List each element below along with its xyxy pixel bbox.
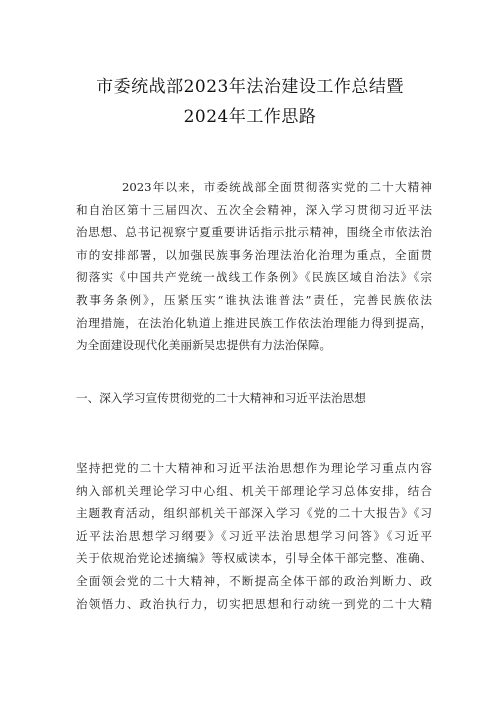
paragraph-line: 治领悟力、政治执行力，切实把思想和行动统一到党的二十大精 bbox=[76, 596, 432, 611]
paragraph-line: 全面领会党的二十大精神，不断提高全体干部的政治判断力、政 bbox=[76, 573, 432, 588]
paragraph-line: 治理措施，在法治化轨道上推进民族工作依法治理能力得到提高， bbox=[76, 315, 432, 330]
paragraph-line: 治思想、总书记视察宁夏重要讲话指示批示精神，围绕全市依法治 bbox=[76, 225, 432, 240]
paragraph-line: 市的安排部署，以加强民族事务治理法治化治理为重点，全面贯 bbox=[76, 247, 432, 262]
paragraph-line: 主题教育活动，组织部机关干部深入学习《党的二十大报告》《习 bbox=[76, 506, 432, 521]
paragraph-line: 教事务条例》，压紧压实“谁执法谁普法”责任，完善民族依法 bbox=[76, 292, 432, 307]
paragraph-line: 坚持把党的二十大精神和习近平法治思想作为理论学习重点内容 bbox=[76, 461, 432, 475]
paragraph-line: 为全面建设现代化美丽新吴忠提供有力法治保障。 bbox=[76, 338, 332, 353]
document-title-line-1: 市委统战部2023年法治建设工作总结暨 bbox=[96, 77, 404, 97]
paragraph-line: 近平法治思想学习纲要》《习近平法治思想学习问答》《习近平 bbox=[76, 528, 432, 543]
intro-paragraph bbox=[76, 176, 432, 357]
paragraph-line: 和自治区第十三届四次、五次全会精神，深入学习贯彻习近平法 bbox=[76, 202, 432, 217]
paragraph-line: 2023年以来，市委统战部全面贯彻落实党的二十大精神 bbox=[122, 180, 432, 194]
paragraph-line: 关于依规治党论述摘编》等权威读本，引导全体干部完整、准确、 bbox=[76, 551, 432, 566]
document-title-line-2: 2024年工作思路 bbox=[183, 107, 317, 127]
section-1-paragraph bbox=[76, 457, 432, 615]
section-1-heading: 一、深入学习宣传贯彻党的二十大精神和习近平法治思想 bbox=[76, 391, 366, 405]
paragraph-line: 纳入部机关理论学习中心组、机关干部理论学习总体安排，结合 bbox=[76, 483, 432, 498]
paragraph-line: 彻落实《中国共产党统一战线工作条例》《民族区域自治法》《宗 bbox=[76, 270, 432, 285]
